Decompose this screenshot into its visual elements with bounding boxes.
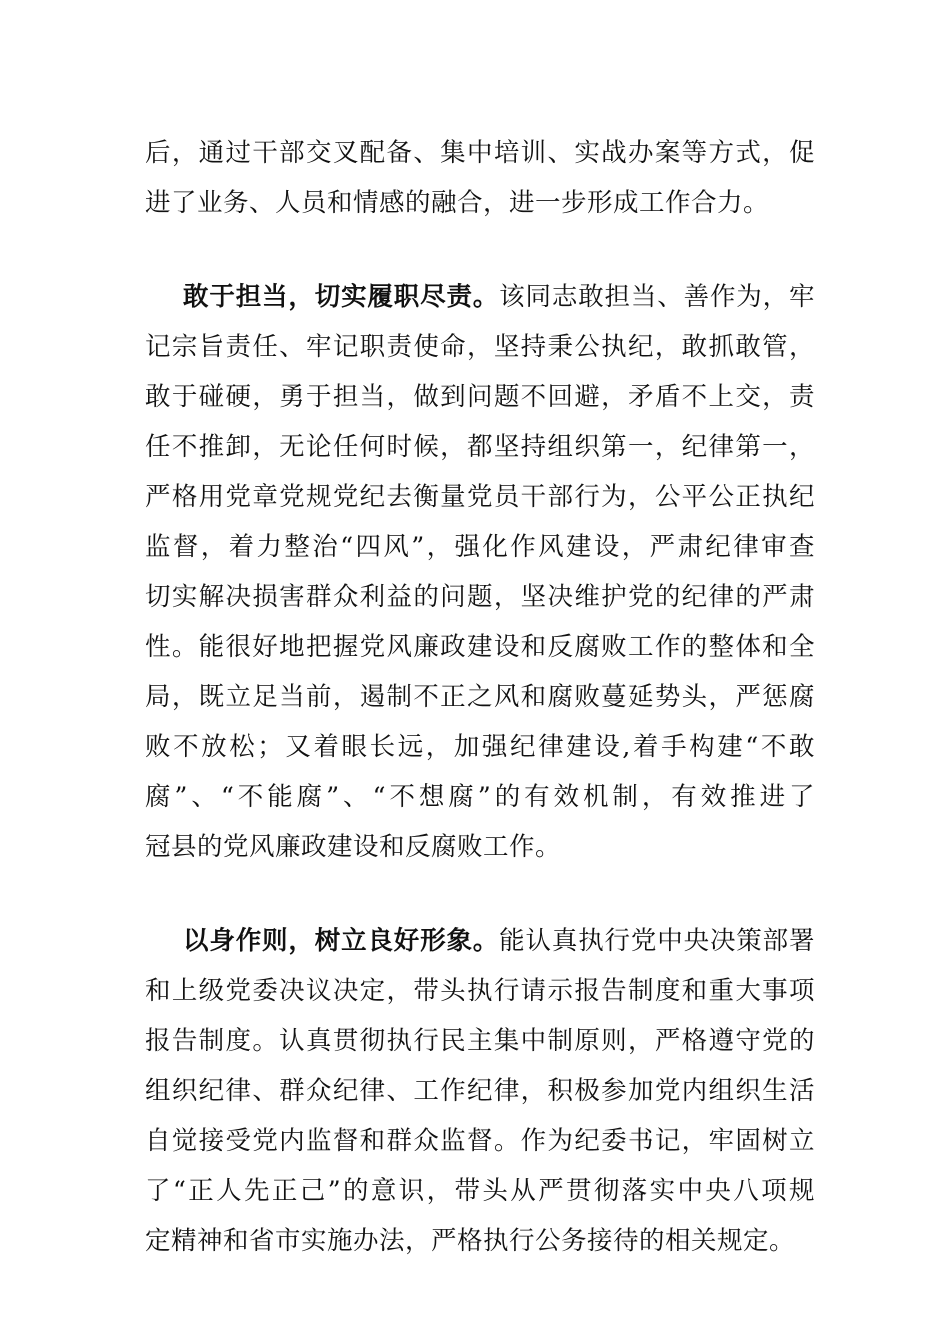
- paragraph-heading: 敢于担当，切实履职尽责。: [183, 282, 500, 312]
- text-line: 监督，着力整治“四风”，强化作风建设，严肃纪律审查: [145, 532, 815, 562]
- text-line: 任不推卸，无论任何时候，都坚持组织第一，纪律第一，: [145, 432, 815, 462]
- text-line: 切实解决损害群众利益的问题，坚决维护党的纪律的严肃: [145, 582, 815, 612]
- text-line: 了“正人先正己”的意识，带头从严贯彻落实中央八项规: [145, 1176, 815, 1206]
- paragraph-gap: [145, 872, 815, 916]
- paragraph-heading: 以身作则，树立良好形象。: [183, 926, 500, 956]
- text-line: 败不放松；又着眼长远，加强纪律建设,着手构建“不敢: [145, 732, 815, 762]
- paragraph-first-line: [145, 272, 815, 322]
- paragraph-1: [145, 128, 815, 228]
- document-page: [145, 128, 815, 1266]
- paragraph-3: [145, 916, 815, 1266]
- text-line: 自觉接受党内监督和群众监督。作为纪委书记，牢固树立: [145, 1126, 815, 1156]
- text-line: 性。能很好地把握党风廉政建设和反腐败工作的整体和全: [145, 632, 815, 662]
- text-line: 定精神和省市实施办法，严格执行公务接待的相关规定。: [145, 1226, 796, 1256]
- text-line: 记宗旨责任、牢记职责使命，坚持秉公执纪，敢抓敢管，: [145, 332, 815, 362]
- text-line: 和上级党委决议决定，带头执行请示报告制度和重大事项: [145, 976, 815, 1006]
- first-line-text: 能认真执行党中央决策部署: [499, 926, 815, 956]
- paragraph-2: [145, 272, 815, 872]
- text-line: 进了业务、人员和情感的融合，进一步形成工作合力。: [145, 188, 770, 218]
- text-line: 报告制度。认真贯彻执行民主集中制原则，严格遵守党的: [145, 1026, 815, 1056]
- text-line: 后，通过干部交叉配备、集中培训、实战办案等方式，促: [145, 138, 815, 168]
- paragraph-first-line: [145, 916, 815, 966]
- text-line: 冠县的党风廉政建设和反腐败工作。: [145, 832, 562, 862]
- first-line-text: 该同志敢担当、善作为，牢: [499, 282, 815, 312]
- text-line: 局，既立足当前，遏制不正之风和腐败蔓延势头，严惩腐: [145, 682, 815, 712]
- text-line: 严格用党章党规党纪去衡量党员干部行为，公平公正执纪: [145, 482, 815, 512]
- text-line: 腐”、“不能腐”、“不想腐”的有效机制，有效推进了: [145, 782, 815, 812]
- paragraph-gap: [145, 228, 815, 272]
- text-line: 敢于碰硬，勇于担当，做到问题不回避，矛盾不上交，责: [145, 382, 815, 412]
- text-line: 组织纪律、群众纪律、工作纪律，积极参加党内组织生活: [145, 1076, 815, 1106]
